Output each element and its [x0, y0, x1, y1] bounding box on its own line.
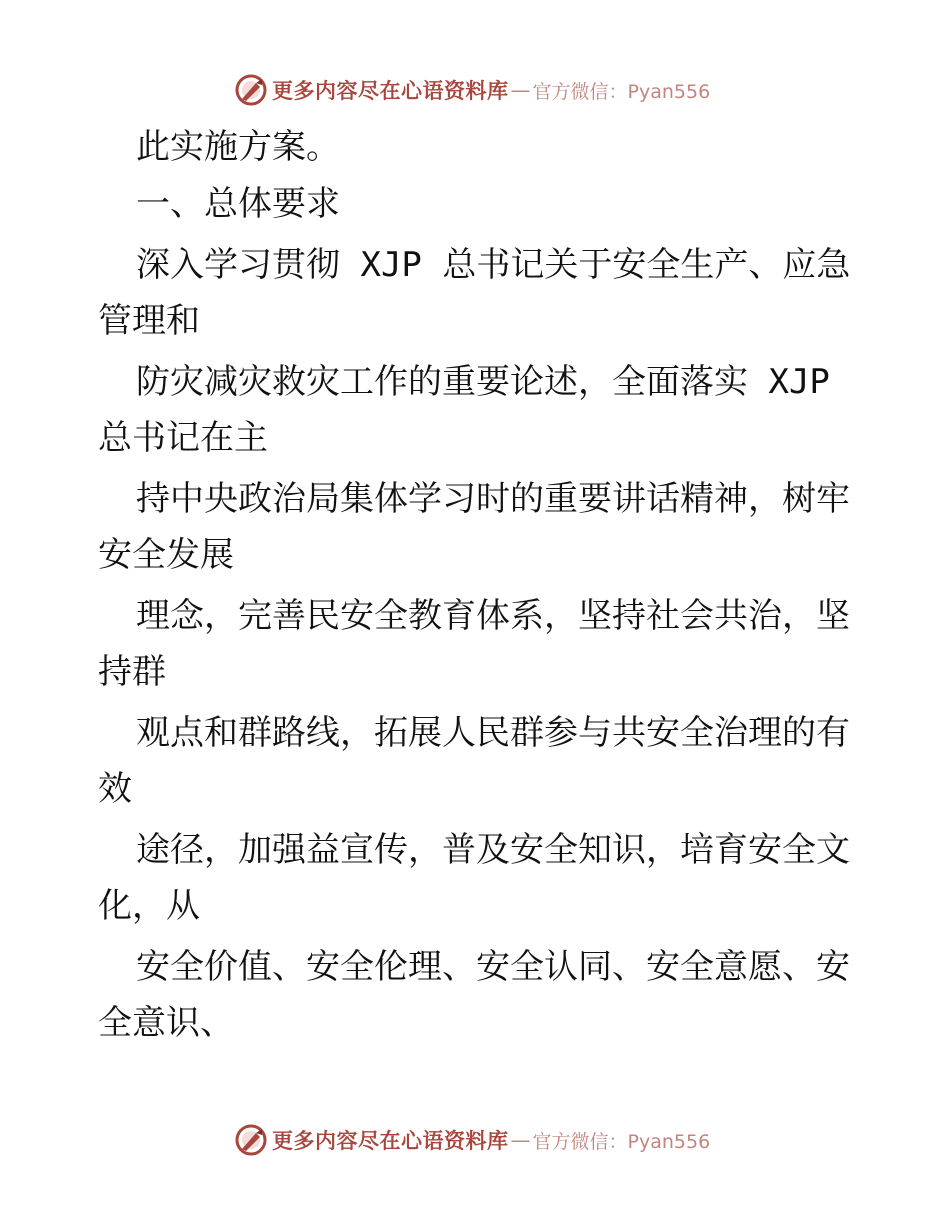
banner-contact-text: 官方微信：Pyan556 — [532, 1130, 711, 1153]
pen-nib-logo-icon — [234, 1123, 268, 1157]
doc-line: 防灾减灾救灾工作的重要论述，全面落实 XJP — [136, 362, 830, 402]
doc-line: 持群 — [98, 652, 166, 692]
doc-line: 管理和 — [98, 301, 200, 341]
doc-line: 安全发展 — [98, 535, 234, 575]
doc-line: 安全价值、安全伦理、安全认同、安全意愿、安 — [136, 947, 850, 987]
pen-nib-logo-icon — [234, 73, 268, 107]
banner-brand-text: 更多内容尽在心语资料库 — [272, 1128, 509, 1153]
section-heading: 一、总体要求 — [136, 184, 340, 224]
doc-line: 此实施方案。 — [136, 127, 340, 167]
banner-dash: — — [510, 78, 531, 102]
banner-contact-text: 官方微信：Pyan556 — [532, 80, 711, 103]
doc-line: 效 — [98, 769, 132, 809]
doc-line: 观点和群路线，拓展人民群参与共安全治理的有 — [136, 713, 850, 753]
doc-line: 全意识、 — [98, 1003, 234, 1043]
doc-line: 途径，加强益宣传，普及安全知识，培育安全文 — [136, 830, 850, 870]
doc-line: 化，从 — [98, 886, 200, 926]
header-watermark-banner — [234, 70, 710, 110]
banner-brand-text: 更多内容尽在心语资料库 — [272, 78, 509, 103]
banner-dash: — — [510, 1128, 531, 1152]
doc-line: 深入学习贯彻 XJP 总书记关于安全生产、应急 — [136, 245, 851, 285]
footer-watermark-banner — [234, 1120, 710, 1160]
doc-line: 理念，完善民安全教育体系，坚持社会共治，坚 — [136, 596, 850, 636]
doc-line: 总书记在主 — [98, 418, 268, 458]
doc-line: 持中央政治局集体学习时的重要讲话精神，树牢 — [136, 479, 850, 519]
